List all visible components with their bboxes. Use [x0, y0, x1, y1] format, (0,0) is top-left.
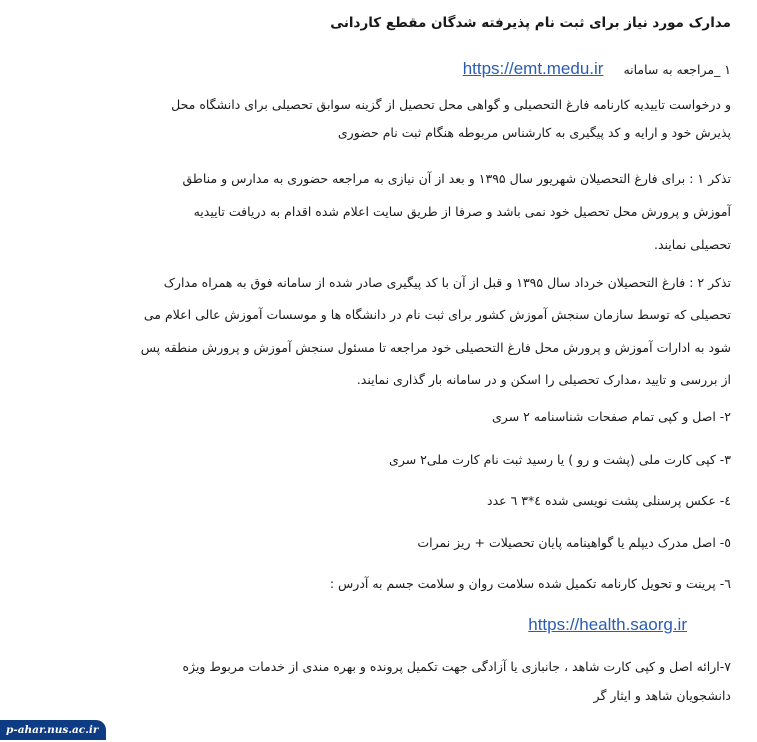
note2-line-2: تحصیلی که توسط سازمان سنجش آموزش کشور برای ثبت نام در دانشگاه ها و موسسات آموزش عالی اعلام می	[143, 307, 731, 322]
item-4: ٤- عکس پرسنلی پشت نویسی شده ٤*۳ ٦ عدد	[487, 493, 731, 508]
item-5: ٥- اصل مدرک دیپلم یا گواهینامه پایان تحصیلات + ریز نمرات	[417, 535, 731, 550]
note1-line-3: تحصیلی نمایند.	[654, 237, 731, 252]
emt-link[interactable]: https://emt.medu.ir	[462, 59, 604, 78]
note2-line-1: تذکر ۲ : فارغ التحصیلان خرداد سال ۱۳۹۵ و قبل از آن با کد پیگیری صادر شده از سامانه فوق به همراه مدارک	[163, 275, 731, 290]
note1-line-1: تذکر ۱ : برای فارغ التحصیلان شهریور سال ۱۳۹۵ و بعد از آن نیازی به مراجعه حضوری به مدارس و مناطق	[182, 171, 731, 186]
item-2: ۲- اصل و کپی تمام صفحات شناسنامه ۲ سری	[492, 409, 731, 424]
item-1	[463, 60, 731, 79]
item-7-line-2: دانشجویان شاهد و ایثار گر	[593, 688, 731, 703]
para1-line-1: و درخواست تاییدیه کارنامه فارغ التحصیلی و گواهی محل تحصیل از گزینه سوابق تحصیلی برای دانشگاه محل	[171, 97, 731, 112]
note2-line-4: از بررسی و تایید ،مدارک تحصیلی را اسکن و در سامانه بار گذاری نمایند.	[356, 372, 731, 387]
item-6-link-line	[528, 616, 687, 635]
note2-line-3: شود به ادارات آموزش و پرورش محل فارغ التحصیلی خود مراجعه تا مسئول سنجش آموزش و پرورش منطقه پس	[140, 340, 731, 355]
note1-line-2: آموزش و پرورش محل تحصیل خود نمی باشد و صرفا از طریق سایت اعلام شده اقدام به دریافت تاییدیه	[193, 204, 731, 219]
item-7-line-1: ۷-ارائه اصل و کپی کارت شاهد ، جانبازی یا آزادگی جهت تکمیل پرونده و بهره مندی از خدمات مربوط ویژه	[182, 659, 731, 674]
site-watermark: p-ahar.nus.ac.ir	[0, 720, 106, 740]
item-1-text: ۱ _مراجعه به سامانه	[623, 62, 731, 77]
health-link[interactable]: https://health.saorg.ir	[528, 615, 687, 634]
document-title: مدارک مورد نیاز برای ثبت نام پذیرفته شدگان مقطع کاردانی	[330, 15, 731, 31]
item-3: ۳- کپی کارت ملی (پشت و رو ) یا رسید ثبت نام کارت ملی۲ سری	[389, 452, 731, 467]
item-6: ٦- پرینت و تحویل کارنامه تکمیل شده سلامت روان و سلامت جسم به آدرس :	[329, 576, 731, 591]
para1-line-2: پذیرش خود و ارایه و کد پیگیری به کارشناس مربوطه هنگام ثبت نام حضوری	[337, 125, 731, 140]
